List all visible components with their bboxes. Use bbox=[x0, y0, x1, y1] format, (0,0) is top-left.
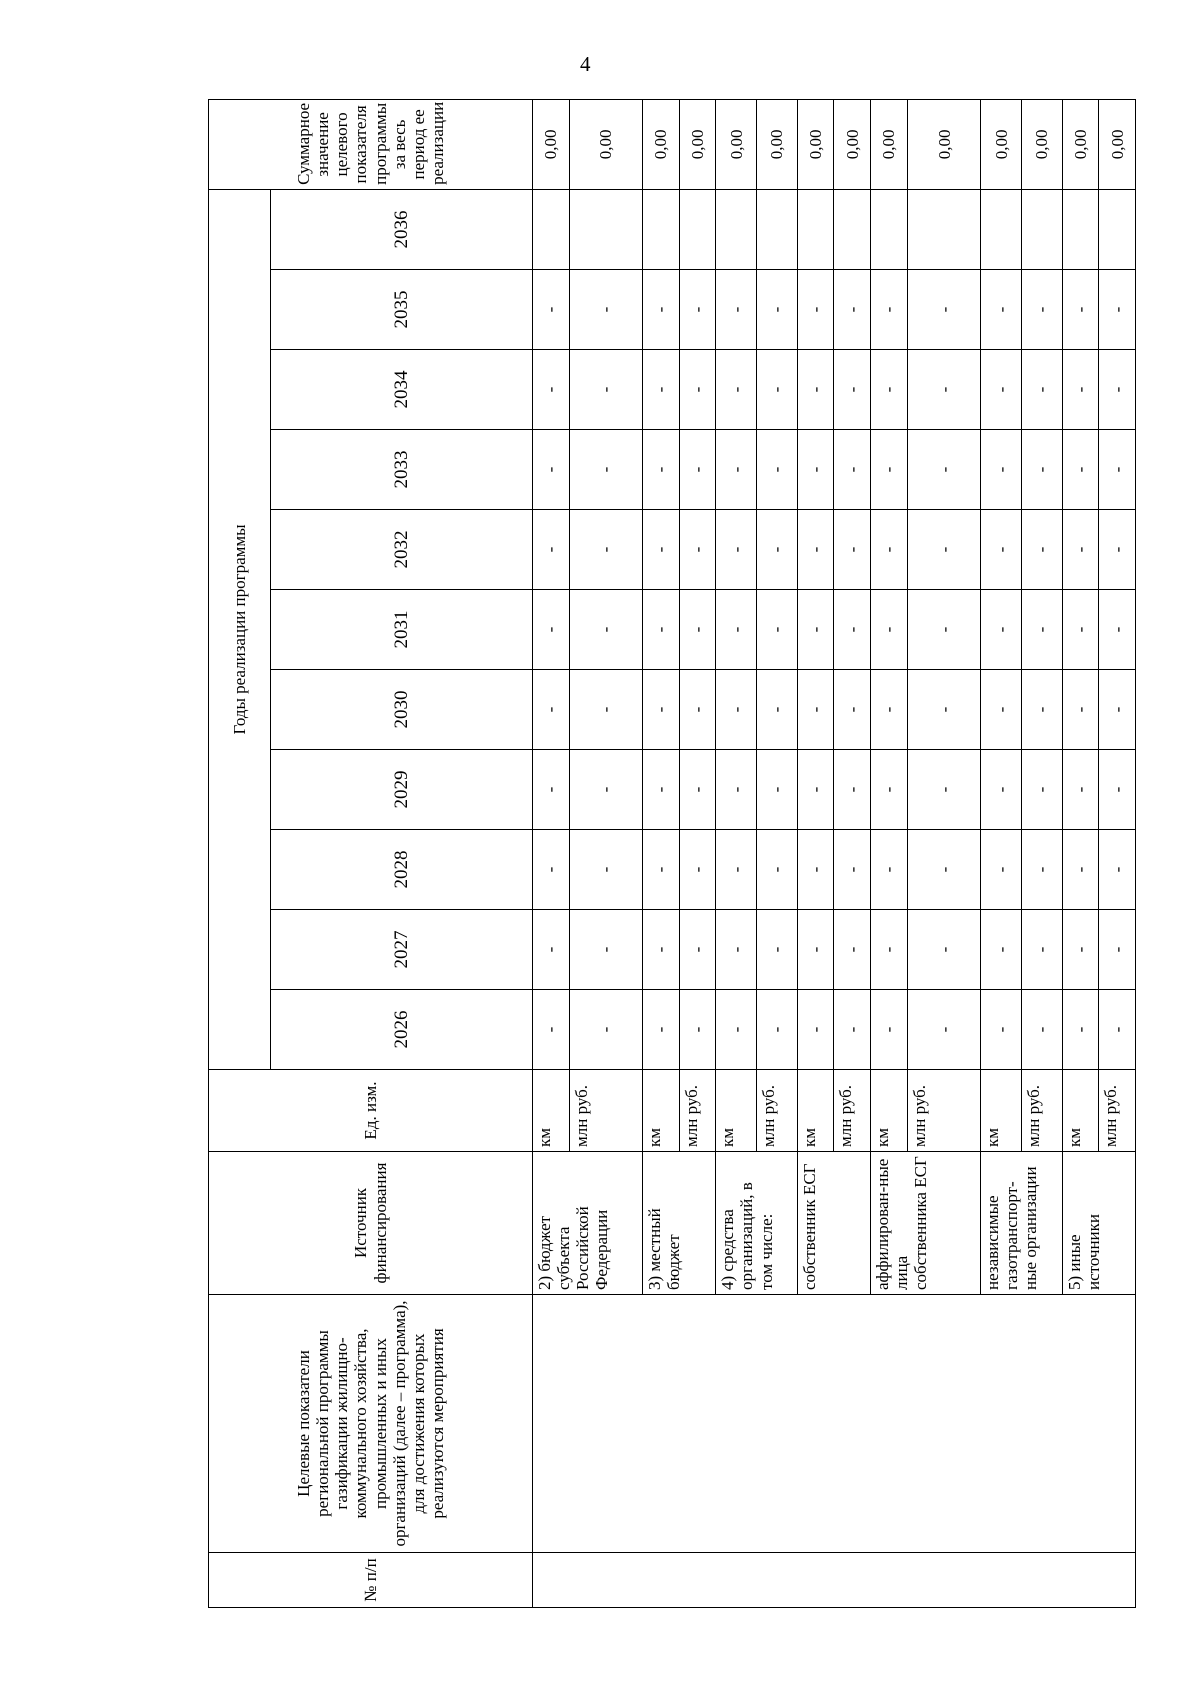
total-cell: 0,00 bbox=[716, 99, 757, 189]
year-value-cell: - bbox=[907, 750, 980, 830]
year-value-cell bbox=[907, 189, 980, 269]
indicator-cell bbox=[643, 1295, 680, 1553]
year-value-cell: - bbox=[757, 830, 798, 910]
year-value-cell: - bbox=[981, 990, 1022, 1070]
year-value-cell: - bbox=[533, 270, 570, 350]
year-value-cell: - bbox=[679, 910, 716, 990]
col-header-year: 2029 bbox=[271, 750, 533, 830]
num-cell bbox=[1099, 1553, 1136, 1608]
year-value-cell: - bbox=[1021, 910, 1062, 990]
year-value-cell: - bbox=[871, 590, 908, 670]
year-value-cell: - bbox=[679, 510, 716, 590]
year-value-cell: - bbox=[716, 430, 757, 510]
total-cell: 0,00 bbox=[981, 99, 1022, 189]
indicator-cell bbox=[907, 1295, 980, 1553]
year-value-cell: - bbox=[1062, 910, 1099, 990]
unit-cell: км bbox=[1062, 1070, 1099, 1152]
indicator-cell bbox=[1099, 1295, 1136, 1553]
year-value-cell: - bbox=[716, 750, 757, 830]
year-value-cell: - bbox=[834, 430, 871, 510]
source-cell: 3) местный бюджет bbox=[643, 1152, 716, 1295]
table-body bbox=[533, 99, 1136, 1607]
indicator-cell bbox=[834, 1295, 871, 1553]
year-value-cell bbox=[1021, 189, 1062, 269]
year-value-cell: - bbox=[1099, 430, 1136, 510]
year-value-cell: - bbox=[1021, 750, 1062, 830]
year-value-cell: - bbox=[834, 510, 871, 590]
indicator-cell bbox=[1062, 1295, 1099, 1553]
year-value-cell: - bbox=[569, 990, 642, 1070]
col-header-year: 2033 bbox=[271, 430, 533, 510]
year-value-cell: - bbox=[1021, 270, 1062, 350]
year-value-cell: - bbox=[797, 510, 834, 590]
year-value-cell: - bbox=[871, 510, 908, 590]
table-row bbox=[907, 99, 980, 1607]
year-value-cell: - bbox=[797, 990, 834, 1070]
year-value-cell: - bbox=[834, 670, 871, 750]
table-row bbox=[834, 99, 871, 1607]
year-value-cell: - bbox=[797, 750, 834, 830]
year-value-cell: - bbox=[907, 510, 980, 590]
col-header-num: № п/п bbox=[209, 1553, 533, 1608]
year-value-cell: - bbox=[716, 270, 757, 350]
table-row bbox=[533, 99, 570, 1607]
year-value-cell: - bbox=[643, 750, 680, 830]
year-value-cell: - bbox=[981, 430, 1022, 510]
year-value-cell bbox=[716, 189, 757, 269]
num-cell bbox=[981, 1553, 1022, 1608]
year-value-cell bbox=[533, 189, 570, 269]
indicator-cell bbox=[981, 1295, 1022, 1553]
year-value-cell: - bbox=[871, 910, 908, 990]
unit-cell: млн руб. bbox=[679, 1070, 716, 1152]
year-value-cell: - bbox=[907, 430, 980, 510]
num-cell bbox=[797, 1553, 834, 1608]
year-value-cell: - bbox=[907, 910, 980, 990]
year-value-cell bbox=[981, 189, 1022, 269]
total-cell: 0,00 bbox=[533, 99, 570, 189]
col-header-year: 2026 bbox=[271, 990, 533, 1070]
year-value-cell: - bbox=[679, 750, 716, 830]
year-value-cell: - bbox=[679, 590, 716, 670]
indicator-cell bbox=[1021, 1295, 1062, 1553]
rotated-table-area bbox=[208, 100, 1136, 1608]
col-header-year: 2027 bbox=[271, 910, 533, 990]
num-cell bbox=[679, 1553, 716, 1608]
year-value-cell: - bbox=[757, 990, 798, 1070]
year-value-cell: - bbox=[981, 510, 1022, 590]
year-value-cell: - bbox=[981, 590, 1022, 670]
year-value-cell: - bbox=[643, 430, 680, 510]
year-value-cell: - bbox=[1062, 750, 1099, 830]
year-value-cell: - bbox=[757, 910, 798, 990]
num-cell bbox=[716, 1553, 757, 1608]
year-value-cell: - bbox=[716, 350, 757, 430]
source-cell: аффилирован-ные лица собственника ЕСГ bbox=[871, 1152, 981, 1295]
year-value-cell: - bbox=[1062, 990, 1099, 1070]
year-value-cell: - bbox=[907, 590, 980, 670]
year-value-cell: - bbox=[907, 670, 980, 750]
year-value-cell: - bbox=[1099, 590, 1136, 670]
year-value-cell: - bbox=[981, 270, 1022, 350]
page-number: 4 bbox=[580, 52, 591, 76]
total-cell: 0,00 bbox=[797, 99, 834, 189]
year-value-cell: - bbox=[871, 270, 908, 350]
num-cell bbox=[569, 1553, 642, 1608]
total-cell: 0,00 bbox=[871, 99, 908, 189]
source-cell: 2) бюджет субъекта Российской Федерации bbox=[533, 1152, 643, 1295]
year-value-cell: - bbox=[797, 430, 834, 510]
year-value-cell: - bbox=[907, 990, 980, 1070]
year-value-cell: - bbox=[981, 350, 1022, 430]
num-cell bbox=[1021, 1553, 1062, 1608]
year-value-cell: - bbox=[757, 670, 798, 750]
num-cell bbox=[834, 1553, 871, 1608]
unit-cell: км bbox=[797, 1070, 834, 1152]
unit-cell: км bbox=[533, 1070, 570, 1152]
year-value-cell bbox=[569, 189, 642, 269]
year-value-cell: - bbox=[797, 910, 834, 990]
year-value-cell: - bbox=[643, 910, 680, 990]
year-value-cell: - bbox=[757, 510, 798, 590]
year-value-cell: - bbox=[1099, 270, 1136, 350]
col-header-year: 2035 bbox=[271, 270, 533, 350]
year-value-cell: - bbox=[643, 510, 680, 590]
year-value-cell: - bbox=[533, 830, 570, 910]
total-cell: 0,00 bbox=[1021, 99, 1062, 189]
num-cell bbox=[757, 1553, 798, 1608]
year-value-cell: - bbox=[533, 590, 570, 670]
table-row bbox=[871, 99, 908, 1607]
unit-cell: км bbox=[643, 1070, 680, 1152]
total-cell: 0,00 bbox=[757, 99, 798, 189]
year-value-cell: - bbox=[533, 510, 570, 590]
year-value-cell: - bbox=[533, 750, 570, 830]
col-header-source: Источник финансирования bbox=[209, 1152, 533, 1295]
year-value-cell: - bbox=[1021, 670, 1062, 750]
year-value-cell: - bbox=[907, 830, 980, 910]
total-cell: 0,00 bbox=[834, 99, 871, 189]
year-value-cell: - bbox=[907, 270, 980, 350]
year-value-cell bbox=[1099, 189, 1136, 269]
year-value-cell: - bbox=[569, 510, 642, 590]
year-value-cell: - bbox=[1021, 590, 1062, 670]
year-value-cell: - bbox=[643, 270, 680, 350]
indicator-cell bbox=[757, 1295, 798, 1553]
financing-table bbox=[208, 99, 1136, 1608]
table-row bbox=[643, 99, 680, 1607]
year-value-cell: - bbox=[834, 590, 871, 670]
year-value-cell: - bbox=[981, 670, 1022, 750]
year-value-cell: - bbox=[569, 590, 642, 670]
year-value-cell: - bbox=[643, 590, 680, 670]
table-row bbox=[797, 99, 834, 1607]
year-value-cell: - bbox=[679, 830, 716, 910]
year-value-cell: - bbox=[834, 830, 871, 910]
indicator-cell bbox=[716, 1295, 757, 1553]
source-cell: 5) иные источники bbox=[1062, 1152, 1135, 1295]
year-value-cell: - bbox=[569, 830, 642, 910]
year-value-cell: - bbox=[533, 430, 570, 510]
year-value-cell: - bbox=[834, 910, 871, 990]
unit-cell: млн руб. bbox=[757, 1070, 798, 1152]
year-value-cell: - bbox=[1062, 510, 1099, 590]
year-value-cell: - bbox=[757, 270, 798, 350]
year-value-cell: - bbox=[1062, 830, 1099, 910]
year-value-cell: - bbox=[797, 830, 834, 910]
year-value-cell: - bbox=[569, 670, 642, 750]
year-value-cell: - bbox=[679, 990, 716, 1070]
year-value-cell: - bbox=[1062, 670, 1099, 750]
table-row bbox=[1099, 99, 1136, 1607]
year-value-cell: - bbox=[1021, 510, 1062, 590]
year-value-cell: - bbox=[1062, 590, 1099, 670]
unit-cell: км bbox=[716, 1070, 757, 1152]
col-header-year: 2034 bbox=[271, 350, 533, 430]
unit-cell: млн руб. bbox=[569, 1070, 642, 1152]
year-value-cell: - bbox=[716, 830, 757, 910]
indicator-cell bbox=[569, 1295, 642, 1553]
col-header-year: 2036 bbox=[271, 189, 533, 269]
num-cell bbox=[871, 1553, 908, 1608]
year-value-cell: - bbox=[1021, 350, 1062, 430]
year-value-cell: - bbox=[643, 350, 680, 430]
year-value-cell: - bbox=[797, 350, 834, 430]
year-value-cell: - bbox=[1062, 350, 1099, 430]
year-value-cell: - bbox=[834, 750, 871, 830]
year-value-cell: - bbox=[757, 750, 798, 830]
unit-cell: млн руб. bbox=[907, 1070, 980, 1152]
year-value-cell: - bbox=[533, 910, 570, 990]
year-value-cell: - bbox=[716, 670, 757, 750]
table-row bbox=[716, 99, 757, 1607]
num-cell bbox=[1062, 1553, 1099, 1608]
year-value-cell: - bbox=[569, 910, 642, 990]
year-value-cell bbox=[757, 189, 798, 269]
year-value-cell: - bbox=[871, 750, 908, 830]
total-cell: 0,00 bbox=[643, 99, 680, 189]
source-cell: независимые газотранспорт-ные организации bbox=[981, 1152, 1062, 1295]
year-value-cell: - bbox=[834, 990, 871, 1070]
year-value-cell: - bbox=[716, 510, 757, 590]
unit-cell: км bbox=[981, 1070, 1022, 1152]
year-value-cell bbox=[1062, 189, 1099, 269]
table-row bbox=[679, 99, 716, 1607]
num-cell bbox=[907, 1553, 980, 1608]
total-cell: 0,00 bbox=[1099, 99, 1136, 189]
year-value-cell: - bbox=[643, 830, 680, 910]
year-value-cell: - bbox=[981, 830, 1022, 910]
year-value-cell: - bbox=[679, 270, 716, 350]
year-value-cell: - bbox=[1062, 270, 1099, 350]
table-row bbox=[569, 99, 642, 1607]
year-value-cell: - bbox=[1099, 670, 1136, 750]
indicator-cell bbox=[679, 1295, 716, 1553]
year-value-cell: - bbox=[1099, 830, 1136, 910]
unit-cell: млн руб. bbox=[1099, 1070, 1136, 1152]
col-header-indicators: Целевые показатели региональной программы газификации жилищно-коммунального хозяйства, промышленных и иных организаций (далее – программа), для достижения которых реализуются мероприятия bbox=[209, 1295, 533, 1553]
year-value-cell: - bbox=[533, 990, 570, 1070]
year-value-cell bbox=[797, 189, 834, 269]
year-value-cell: - bbox=[981, 910, 1022, 990]
table-row bbox=[981, 99, 1022, 1607]
col-header-year: 2032 bbox=[271, 510, 533, 590]
year-value-cell: - bbox=[716, 990, 757, 1070]
year-value-cell: - bbox=[643, 670, 680, 750]
year-value-cell: - bbox=[1021, 430, 1062, 510]
total-cell: 0,00 bbox=[1062, 99, 1099, 189]
year-value-cell: - bbox=[907, 350, 980, 430]
year-value-cell: - bbox=[757, 590, 798, 670]
year-value-cell: - bbox=[834, 350, 871, 430]
num-cell bbox=[533, 1553, 570, 1608]
year-value-cell bbox=[834, 189, 871, 269]
year-value-cell: - bbox=[533, 350, 570, 430]
num-cell bbox=[643, 1553, 680, 1608]
year-value-cell: - bbox=[569, 350, 642, 430]
year-value-cell: - bbox=[1062, 430, 1099, 510]
year-value-cell bbox=[643, 189, 680, 269]
year-value-cell: - bbox=[569, 430, 642, 510]
source-cell: собственник ЕСГ bbox=[797, 1152, 870, 1295]
table-row bbox=[1062, 99, 1099, 1607]
year-value-cell: - bbox=[533, 670, 570, 750]
year-value-cell: - bbox=[1099, 510, 1136, 590]
indicator-cell bbox=[797, 1295, 834, 1553]
year-value-cell: - bbox=[981, 750, 1022, 830]
year-value-cell bbox=[679, 189, 716, 269]
year-value-cell: - bbox=[757, 430, 798, 510]
year-value-cell: - bbox=[1021, 830, 1062, 910]
year-value-cell: - bbox=[1099, 990, 1136, 1070]
year-value-cell: - bbox=[871, 670, 908, 750]
year-value-cell: - bbox=[797, 670, 834, 750]
year-value-cell: - bbox=[1099, 910, 1136, 990]
unit-cell: км bbox=[871, 1070, 908, 1152]
source-cell: 4) средства организаций, в том числе: bbox=[716, 1152, 797, 1295]
year-value-cell: - bbox=[757, 350, 798, 430]
col-header-year: 2028 bbox=[271, 830, 533, 910]
year-value-cell: - bbox=[871, 430, 908, 510]
year-value-cell: - bbox=[716, 910, 757, 990]
rotated-table-wrapper bbox=[208, 100, 1136, 1608]
year-value-cell: - bbox=[569, 270, 642, 350]
unit-cell: млн руб. bbox=[1021, 1070, 1062, 1152]
year-value-cell: - bbox=[871, 350, 908, 430]
year-value-cell: - bbox=[643, 990, 680, 1070]
col-header-total: Суммарное значение целевого показателя программы за весь период ее реализации bbox=[209, 99, 533, 189]
total-cell: 0,00 bbox=[679, 99, 716, 189]
year-value-cell: - bbox=[569, 750, 642, 830]
unit-cell: млн руб. bbox=[834, 1070, 871, 1152]
year-value-cell: - bbox=[834, 270, 871, 350]
table-row bbox=[757, 99, 798, 1607]
col-header-year: 2031 bbox=[271, 590, 533, 670]
total-cell: 0,00 bbox=[569, 99, 642, 189]
year-value-cell bbox=[871, 189, 908, 269]
indicator-cell bbox=[533, 1295, 570, 1553]
year-value-cell: - bbox=[679, 430, 716, 510]
col-header-unit: Ед. изм. bbox=[209, 1070, 533, 1152]
col-header-year: 2030 bbox=[271, 670, 533, 750]
year-value-cell: - bbox=[1099, 750, 1136, 830]
year-value-cell: - bbox=[1099, 350, 1136, 430]
table-row bbox=[1021, 99, 1062, 1607]
year-value-cell: - bbox=[871, 830, 908, 910]
col-header-years-group: Годы реализации программы bbox=[209, 189, 271, 1069]
year-value-cell: - bbox=[679, 350, 716, 430]
year-value-cell: - bbox=[871, 990, 908, 1070]
year-value-cell: - bbox=[1021, 990, 1062, 1070]
year-value-cell: - bbox=[797, 270, 834, 350]
year-value-cell: - bbox=[679, 670, 716, 750]
year-value-cell: - bbox=[716, 590, 757, 670]
indicator-cell bbox=[871, 1295, 908, 1553]
total-cell: 0,00 bbox=[907, 99, 980, 189]
year-value-cell: - bbox=[797, 590, 834, 670]
